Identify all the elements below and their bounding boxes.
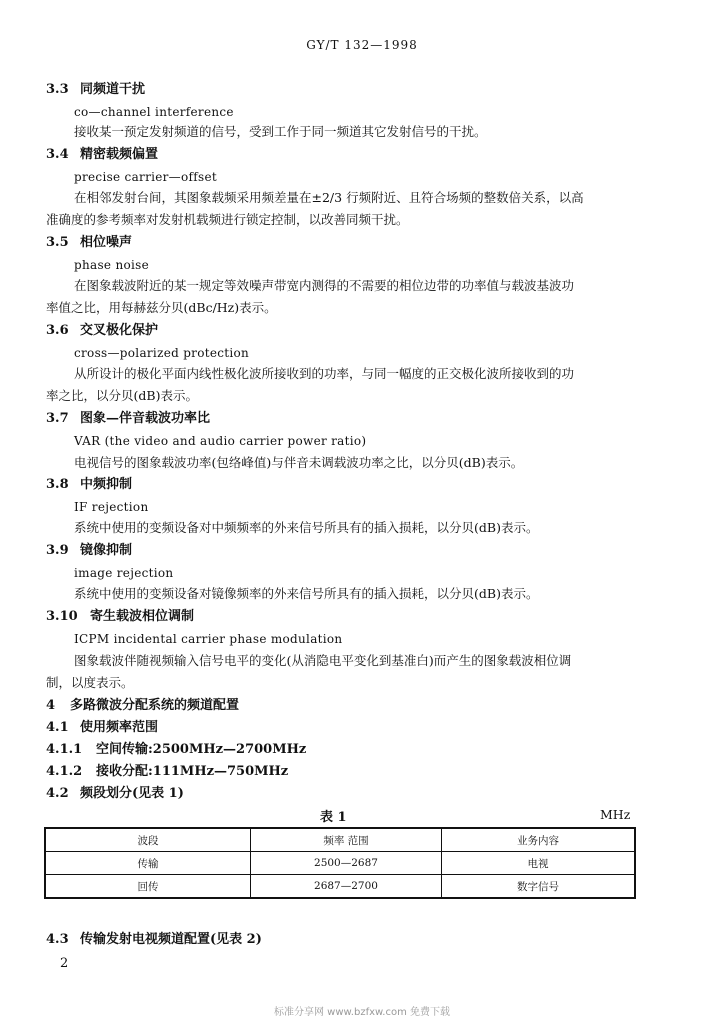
section-title: 多路微波分配系统的频道配置 — [70, 698, 240, 713]
section-number: 4.1.1 — [46, 742, 83, 757]
section-title: 同频道干扰 — [80, 82, 146, 97]
term-en-3-5: phase noise — [74, 258, 149, 272]
heading-3-7 — [46, 411, 210, 427]
section-number: 4.1 — [46, 720, 69, 735]
definition-3-3: 接收某一预定发射频道的信号，受到工作于同一频道其它发射信号的干扰。 — [74, 124, 487, 139]
section-number: 4 — [46, 698, 56, 713]
table-row — [45, 852, 635, 875]
item-4-1-1 — [46, 742, 306, 758]
table-cell: 数字信号 — [442, 875, 636, 899]
section-number: 3.4 — [46, 147, 69, 162]
section-title: 使用频率范围 — [80, 720, 159, 735]
section-number: 4.1.2 — [46, 764, 83, 779]
table-cell: 传输 — [45, 852, 251, 875]
definition-3-8: 系统中使用的变频设备对中频频率的外来信号所具有的插入损耗，以分贝(dB)表示。 — [74, 520, 539, 535]
term-en-3-9: image rejection — [74, 566, 174, 580]
header-cell: 波段 — [45, 828, 251, 852]
term-en-3-3: co—channel interference — [74, 105, 234, 119]
table-cell: 2687—2700 — [251, 875, 442, 899]
term-en-3-6: cross—polarized protection — [74, 346, 250, 360]
section-title: 频段划分(见表 1) — [80, 786, 184, 801]
section-title: 镜像抑制 — [80, 543, 133, 558]
heading-3-10 — [46, 609, 194, 625]
section-title: 相位噪声 — [80, 235, 133, 250]
heading-4-2 — [46, 786, 184, 802]
table-header-row — [45, 828, 635, 852]
table-cell: 电视 — [442, 852, 636, 875]
definition-3-7: 电视信号的图象载波功率(包络峰值)与伴音未调载波功率之比，以分贝(dB)表示。 — [74, 455, 524, 470]
table-cell: 2500—2687 — [251, 852, 442, 875]
table-cell: 回传 — [45, 875, 251, 899]
section-number: 3.6 — [46, 323, 69, 338]
section-number: 3.7 — [46, 411, 69, 426]
heading-3-9 — [46, 543, 132, 559]
section-number: 3.10 — [46, 609, 78, 624]
section-title: 图象—伴音载波功率比 — [80, 411, 211, 426]
page-number: 2 — [60, 956, 69, 971]
section-title: 中频抑制 — [80, 477, 133, 492]
section-number: 3.9 — [46, 543, 69, 558]
section-title: 传输发射电视频道配置(见表 2) — [80, 932, 262, 947]
section-number: 3.3 — [46, 82, 69, 97]
definition-3-5-line2: 率值之比，用每赫兹分贝(dBc/Hz)表示。 — [46, 300, 277, 315]
definition-3-10-line1: 图象载波伴随视频输入信号电平的变化(从消隐电平变化到基准白)而产生的图象载波相位调 — [74, 653, 572, 668]
table-row — [45, 875, 635, 899]
term-en-3-4: precise carrier—offset — [74, 170, 217, 184]
section-number: 4.2 — [46, 786, 69, 801]
watermark-footer: 标准分享网 www.bzfxw.com 免费下载 — [274, 1007, 450, 1018]
heading-3-3 — [46, 82, 145, 98]
header-cell: 业务内容 — [442, 828, 636, 852]
heading-3-5 — [46, 235, 132, 251]
heading-3-8 — [46, 477, 132, 493]
definition-3-10-line2: 制，以度表示。 — [46, 675, 134, 690]
term-en-3-8: IF rejection — [74, 500, 149, 514]
table-title: 表 1 — [320, 810, 347, 825]
section-title: 交叉极化保护 — [80, 323, 159, 338]
item-text: 空间传输:2500MHz—2700MHz — [96, 742, 307, 757]
definition-3-5-line1: 在图象载波附近的某一规定等效噪声带宽内测得的不需要的相位边带的功率值与载波基波功 — [74, 278, 575, 293]
definition-3-4-line1: 在相邻发射台间，其图象载频采用频差量在±2/3 行频附近、且符合场频的整数倍关系，以高 — [74, 190, 584, 205]
definition-3-4-line2: 准确度的参考频率对发射机载频进行锁定控制，以改善同频干扰。 — [46, 212, 409, 227]
header-cell: 频率 范围 — [251, 828, 442, 852]
term-en-3-7: VAR (the video and audio carrier power ratio) — [74, 434, 367, 448]
heading-4-1 — [46, 720, 158, 736]
heading-4 — [46, 698, 239, 714]
heading-3-4 — [46, 147, 158, 163]
section-number: 4.3 — [46, 932, 69, 947]
frequency-band-table — [44, 827, 636, 899]
item-4-1-2 — [46, 764, 288, 780]
section-number: 3.5 — [46, 235, 69, 250]
heading-4-3 — [46, 932, 262, 948]
item-text: 接收分配:111MHz—750MHz — [96, 764, 289, 779]
definition-3-6-line2: 率之比，以分贝(dB)表示。 — [46, 388, 198, 403]
section-title: 精密载频偏置 — [80, 147, 159, 162]
section-title: 寄生载波相位调制 — [90, 609, 195, 624]
heading-3-6 — [46, 323, 158, 339]
section-number: 3.8 — [46, 477, 69, 492]
term-en-3-10: ICPM incidental carrier phase modulation — [74, 632, 343, 646]
definition-3-9: 系统中使用的变频设备对镜像频率的外来信号所具有的插入损耗，以分贝(dB)表示。 — [74, 586, 539, 601]
definition-3-6-line1: 从所设计的极化平面内线性极化波所接收到的功率，与同一幅度的正交极化波所接收到的功 — [74, 366, 575, 381]
table-unit: MHz — [600, 807, 631, 822]
page-header: GY/T 132—1998 — [306, 38, 418, 52]
